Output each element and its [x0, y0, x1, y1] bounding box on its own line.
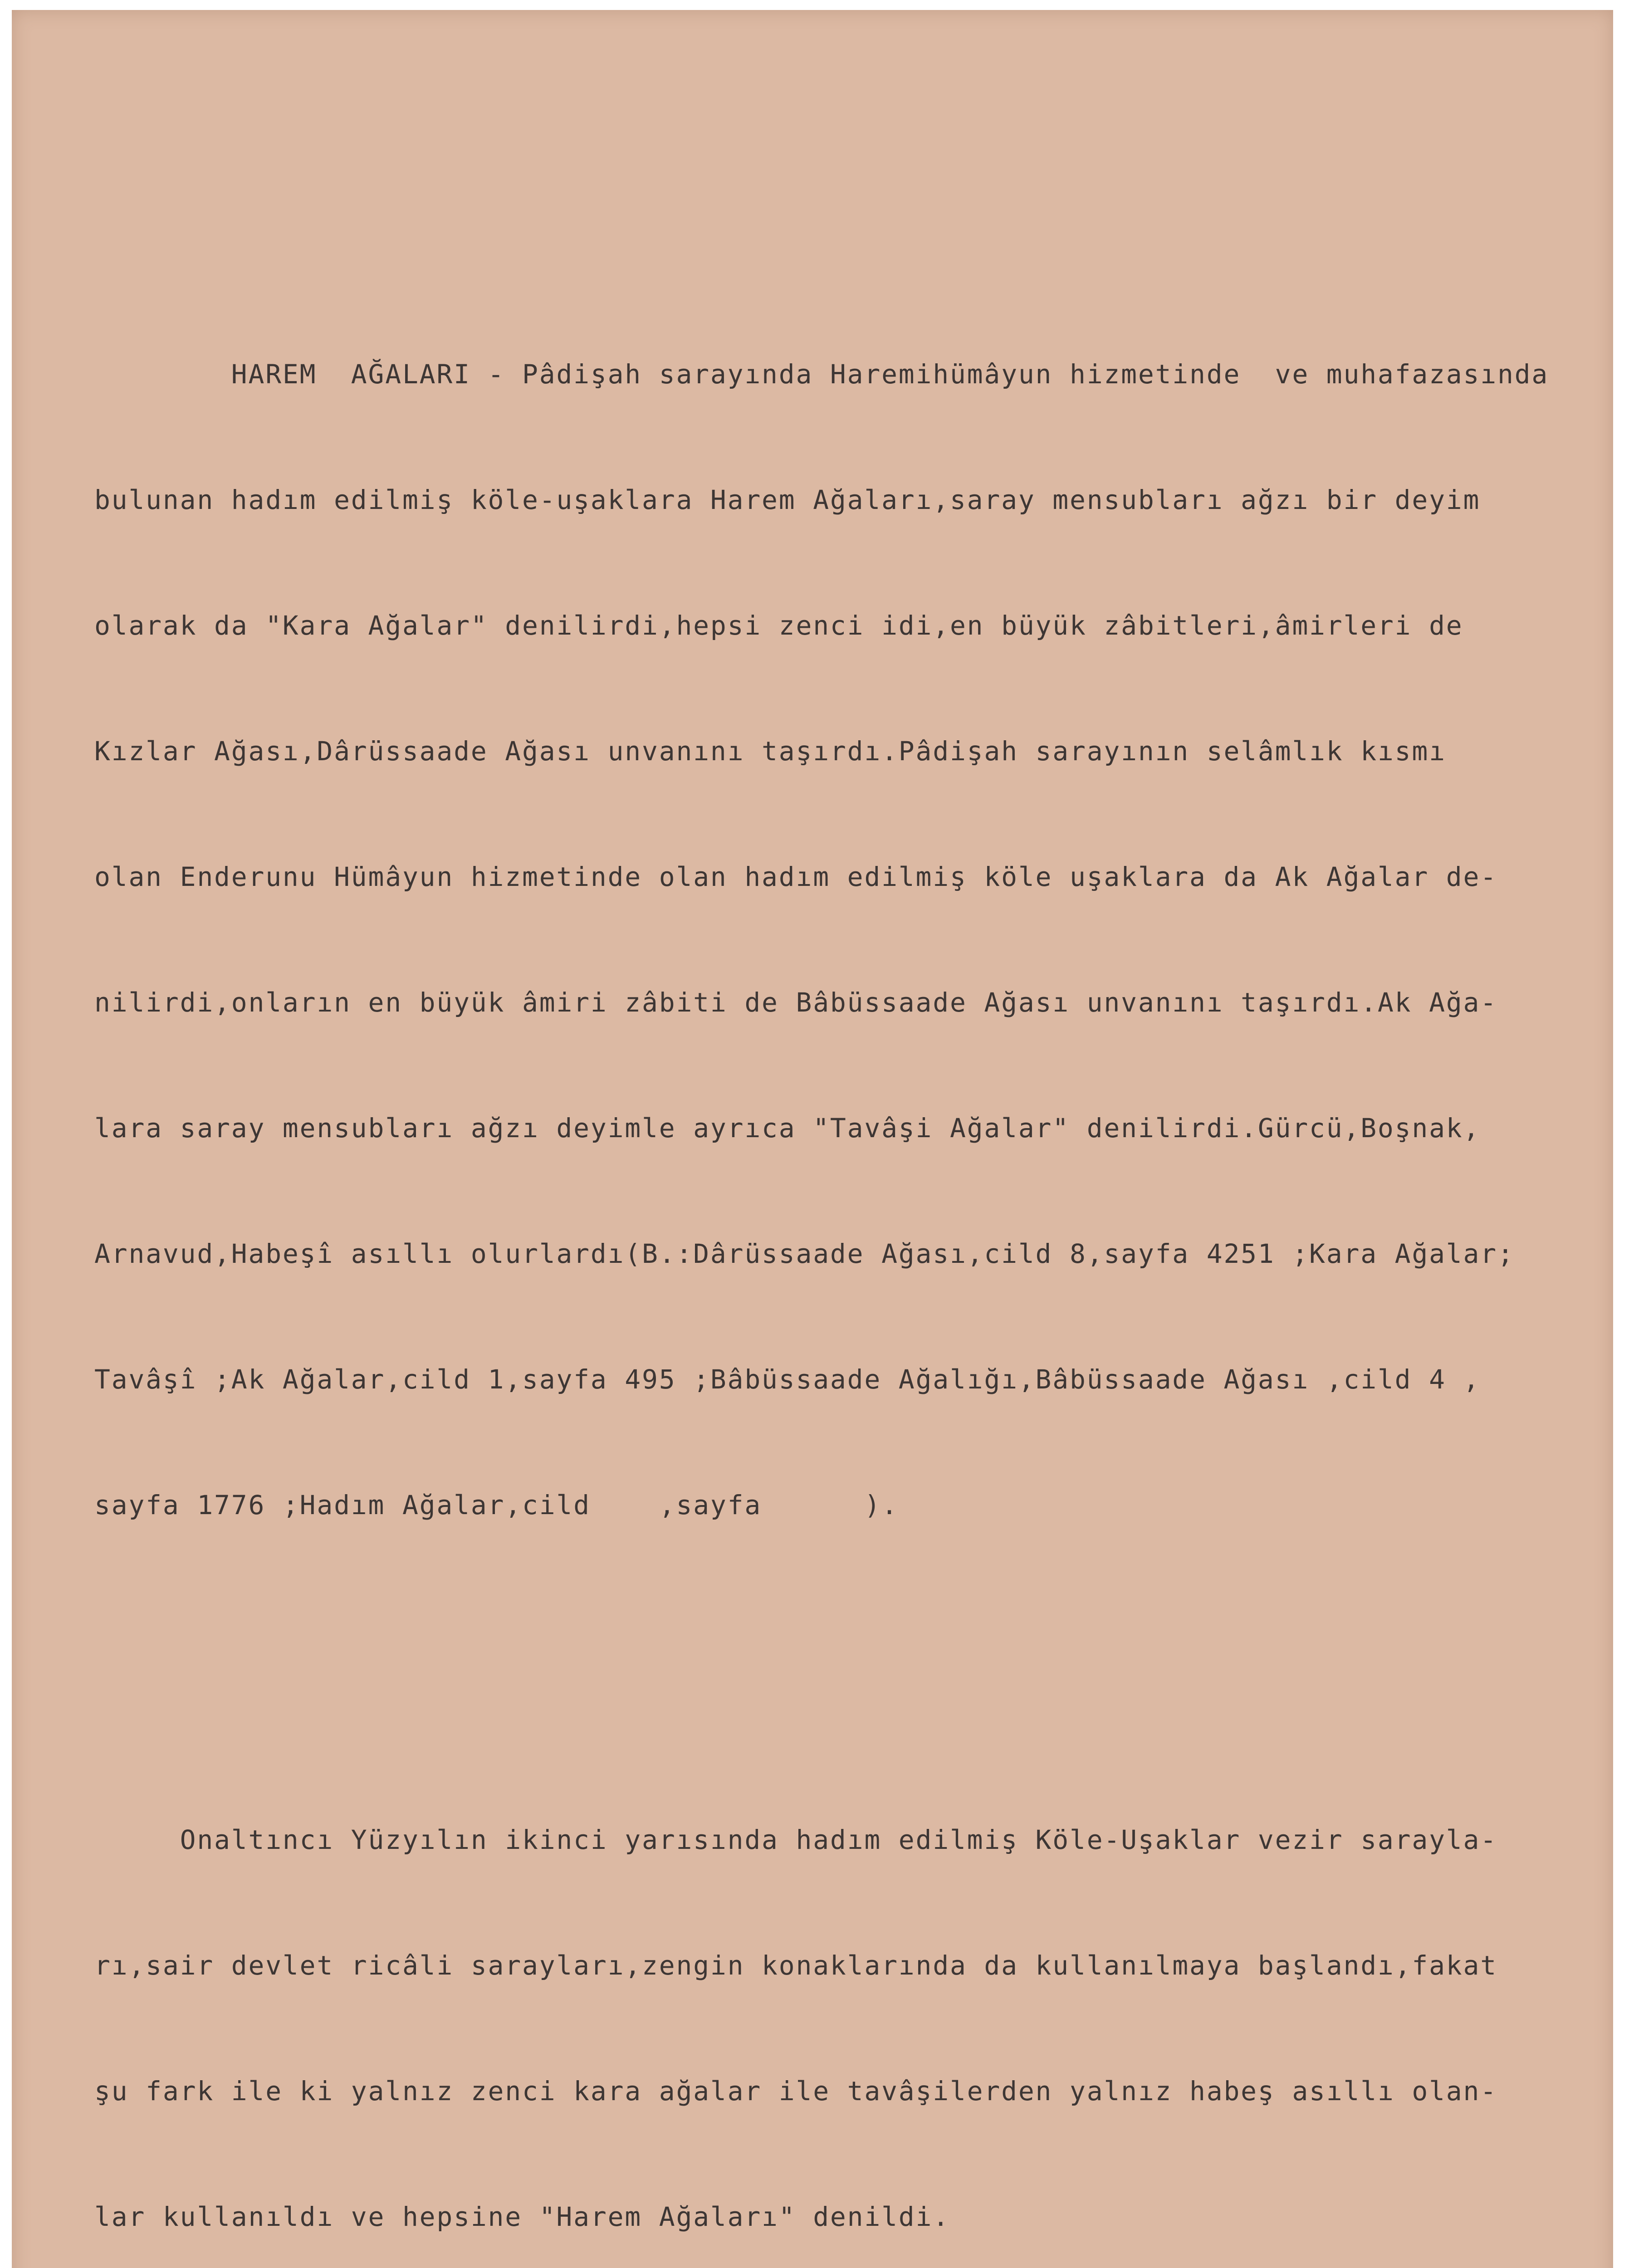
- text-line: bulunan hadım edilmiş köle-uşaklara Harem Ağaları,saray mensubları ağzı bir deyim: [94, 484, 1481, 516]
- text-line: lara saray mensubları ağzı deyimle ayrıca "Tavâşi Ağalar" denilirdi.Gürcü,Boşnak,: [94, 1112, 1481, 1144]
- text-line: Arnavud,Habeşî asıllı olurlardı(B.:Dârüssaade Ağası,cild 8,sayfa 4251 ;Kara Ağalar;: [94, 1238, 1515, 1269]
- paragraph: [94, 270, 1629, 1610]
- text-line: sayfa 1776 ;Hadım Ağalar,cild ,sayfa ).: [94, 1489, 899, 1520]
- text-line: lar kullanıldı ve hepsine "Harem Ağaları" denildi.: [94, 2201, 950, 2232]
- text-line: rı,sair devlet ricâli sarayları,zengin konaklarında da kullanılmaya başlandı,fakat: [94, 1950, 1497, 1981]
- text-line: olarak da "Kara Ağalar" denilirdi,hepsi zenci idi,en büyük zâbitleri,âmirleri de: [94, 610, 1463, 641]
- text-line: şu fark ile ki yalnız zenci kara ağalar ile tavâşilerden yalnız habeş asıllı olan-: [94, 2075, 1497, 2107]
- paragraph: [94, 1735, 1629, 2268]
- text-line: HAREM AĞALARI - Pâdişah sarayında Haremihümâyun hizmetinde ve muhafazasında: [94, 359, 1549, 390]
- text-line: nilirdi,onların en büyük âmiri zâbiti de Bâbüssaade Ağası unvanını taşırdı.Ak Ağa-: [94, 987, 1497, 1018]
- typewritten-page: [12, 10, 1613, 2268]
- document-body: [94, 144, 1629, 2268]
- text-line: Kızlar Ağası,Dârüssaade Ağası unvanını taşırdı.Pâdişah sarayının selâmlık kısmı: [94, 736, 1446, 767]
- text-line: Tavâşî ;Ak Ağalar,cild 1,sayfa 495 ;Bâbüssaade Ağalığı,Bâbüssaade Ağası ,cild 4 ,: [94, 1364, 1481, 1395]
- text-line: olan Enderunu Hümâyun hizmetinde olan hadım edilmiş köle uşaklara da Ak Ağalar de-: [94, 861, 1497, 893]
- text-line: Onaltıncı Yüzyılın ikinci yarısında hadım edilmiş Köle-Uşaklar vezir sarayla-: [94, 1824, 1497, 1855]
